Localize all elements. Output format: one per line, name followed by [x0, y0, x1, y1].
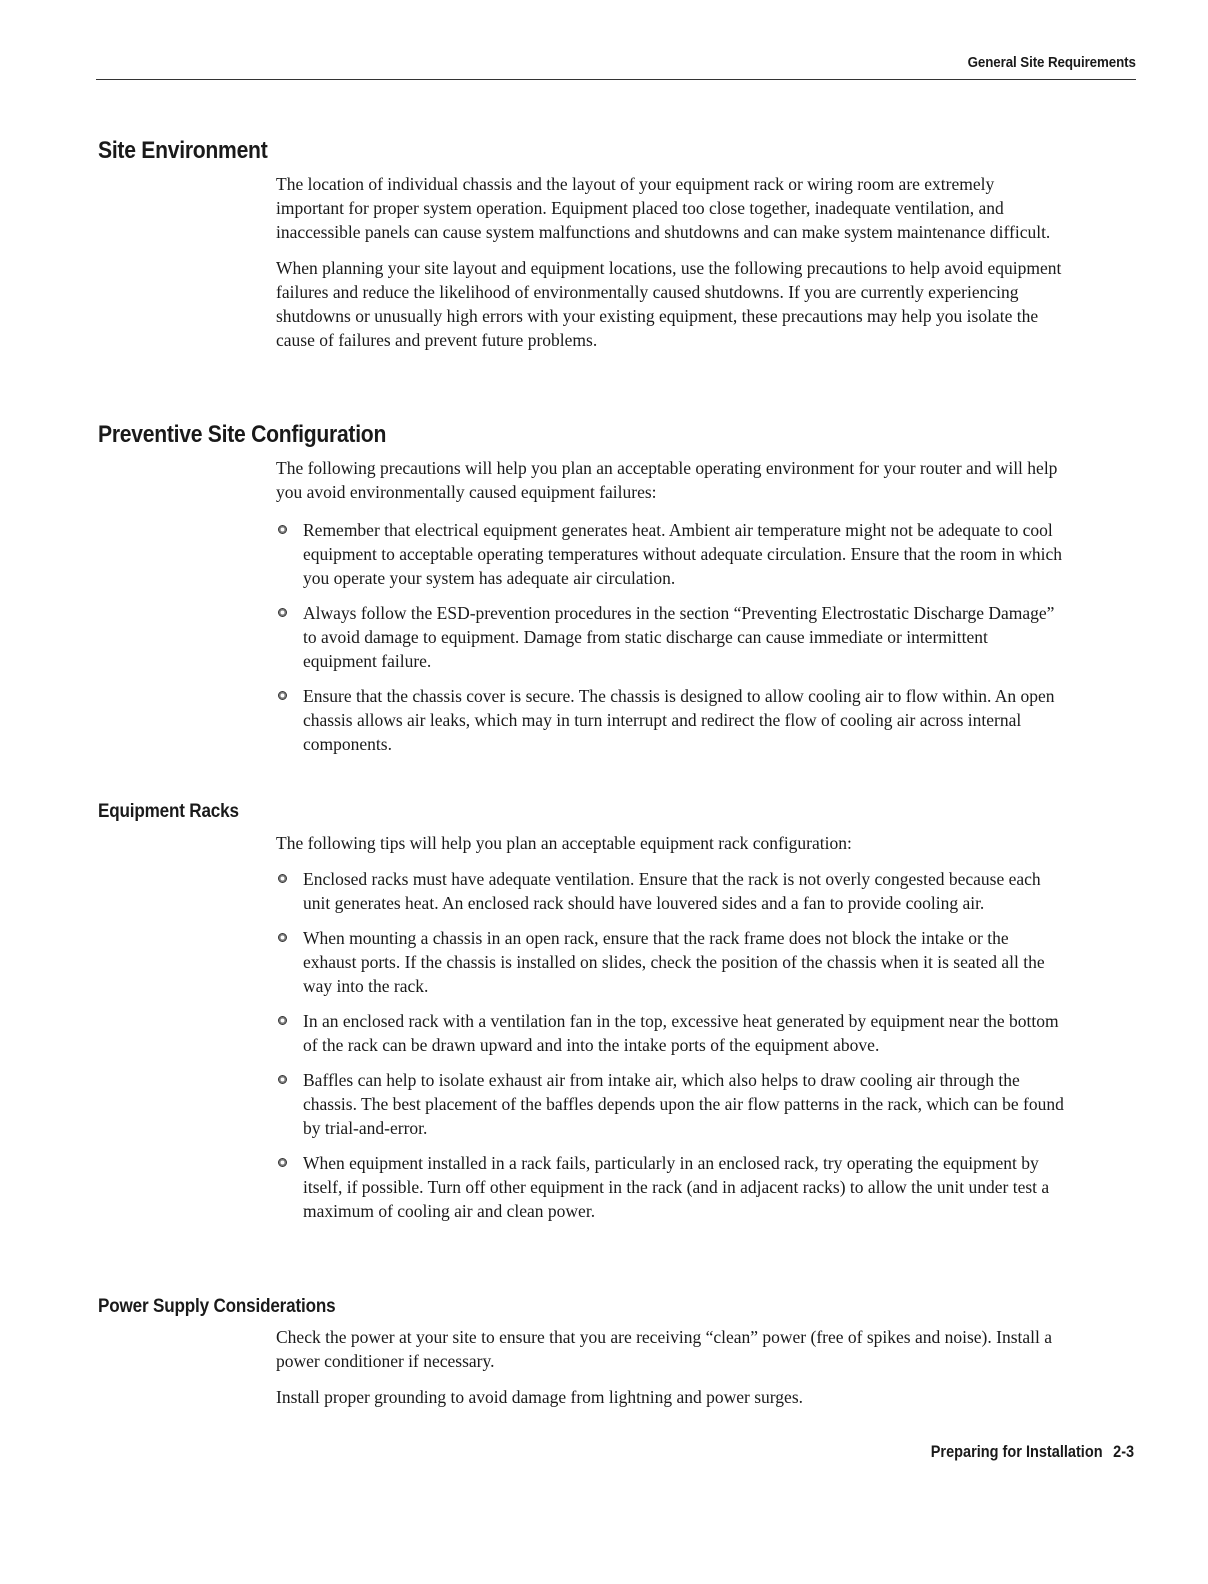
page-footer	[931, 1443, 1134, 1462]
preventive-body	[276, 456, 1066, 767]
running-header: General Site Requirements	[967, 55, 1136, 71]
bullet-list	[276, 867, 1066, 1223]
paragraph: Install proper grounding to avoid damage from lightning and power surges.	[276, 1387, 803, 1407]
subsection-title-equipment-racks: Equipment Racks	[98, 801, 239, 822]
paragraph: The location of individual chassis and the layout of your equipment rack or wiring room are extremely important for proper system operation. Equipment placed too close together, inadequate ventilation, and inaccessible panels can cause system malfunctions and shutdowns and can make system maintenance difficult.	[276, 174, 1051, 242]
header-rule	[96, 79, 1136, 80]
list-item-text: Baffles can help to isolate exhaust air from intake air, which also helps to draw cooling air through the chassis. The best placement of the baffles depends upon the air flow patterns in the rack, which can be found by trial-and-error.	[303, 1070, 1064, 1138]
list-item	[276, 518, 1066, 590]
section-title-site-environment: Site Environment	[98, 137, 268, 164]
list-item-text: Enclosed racks must have adequate ventilation. Ensure that the rack is not overly congested because each unit generates heat. An enclosed rack should have louvered sides and a fan to provide cooling air.	[303, 869, 1041, 913]
list-item-text: Remember that electrical equipment generates heat. Ambient air temperature might not be adequate to cool equipment to acceptable operating temperatures without adequate circulation. Ensure that the room in which you operate your system has adequate air circulation.	[303, 520, 1063, 588]
bullet-icon	[278, 1016, 287, 1025]
equipment-racks-body	[276, 831, 1066, 1234]
site-environment-body	[276, 172, 1066, 364]
bullet-icon	[278, 874, 287, 883]
power-supply-body	[276, 1325, 1066, 1421]
bullet-icon	[278, 608, 287, 617]
list-item	[276, 867, 1066, 915]
list-item	[276, 684, 1066, 756]
list-item-text: When mounting a chassis in an open rack, ensure that the rack frame does not block the intake or the exhaust ports. If the chassis is installed on slides, check the position of the chassis when it is seated all the way into the rack.	[303, 928, 1045, 996]
list-item	[276, 1009, 1066, 1057]
bullet-icon	[278, 525, 287, 534]
bullet-icon	[278, 933, 287, 942]
list-item	[276, 1151, 1066, 1223]
page-number: 2-3	[1113, 1443, 1134, 1461]
list-item	[276, 926, 1066, 998]
list-item-text: Ensure that the chassis cover is secure. The chassis is designed to allow cooling air to flow within. An open chassis allows air leaks, which may in turn interrupt and redirect the flow of cooling air across internal components.	[303, 686, 1055, 754]
paragraph: The following precautions will help you plan an acceptable operating environment for your router and will help you avoid environmentally caused equipment failures:	[276, 458, 1058, 502]
paragraph: When planning your site layout and equipment locations, use the following precautions to help avoid equipment failures and reduce the likelihood of environmentally caused shutdowns. If you are currently experiencing shutdowns or unusually high errors with your existing equipment, these precautions may help you isolate the cause of failures and prevent future problems.	[276, 258, 1062, 350]
bullet-list	[276, 518, 1066, 756]
subsection-title-power-supply-considerations: Power Supply Considerations	[98, 1296, 336, 1317]
footer-chapter-title: Preparing for Installation	[930, 1443, 1103, 1461]
paragraph: The following tips will help you plan an acceptable equipment rack configuration:	[276, 833, 852, 853]
list-item-text: When equipment installed in a rack fails, particularly in an enclosed rack, try operating the equipment by itself, if possible. Turn off other equipment in the rack (and in adjacent racks) to allow the unit under test a maximum of cooling air and clean power.	[303, 1153, 1050, 1221]
list-item	[276, 1068, 1066, 1140]
list-item	[276, 601, 1066, 673]
paragraph: Check the power at your site to ensure that you are receiving “clean” power (free of spikes and noise). Install a power conditioner if necessary.	[276, 1327, 1053, 1371]
list-item-text: Always follow the ESD-prevention procedures in the section “Preventing Electrostatic Discharge Damage” to avoid damage to equipment. Damage from static discharge can cause immediate or intermittent equipment failure.	[303, 603, 1055, 671]
list-item-text: In an enclosed rack with a ventilation fan in the top, excessive heat generated by equipment near the bottom of the rack can be drawn upward and into the intake ports of the equipment above.	[303, 1011, 1059, 1055]
bullet-icon	[278, 1075, 287, 1084]
bullet-icon	[278, 691, 287, 700]
bullet-icon	[278, 1158, 287, 1167]
section-title-preventive-site-configuration: Preventive Site Configuration	[98, 421, 387, 448]
